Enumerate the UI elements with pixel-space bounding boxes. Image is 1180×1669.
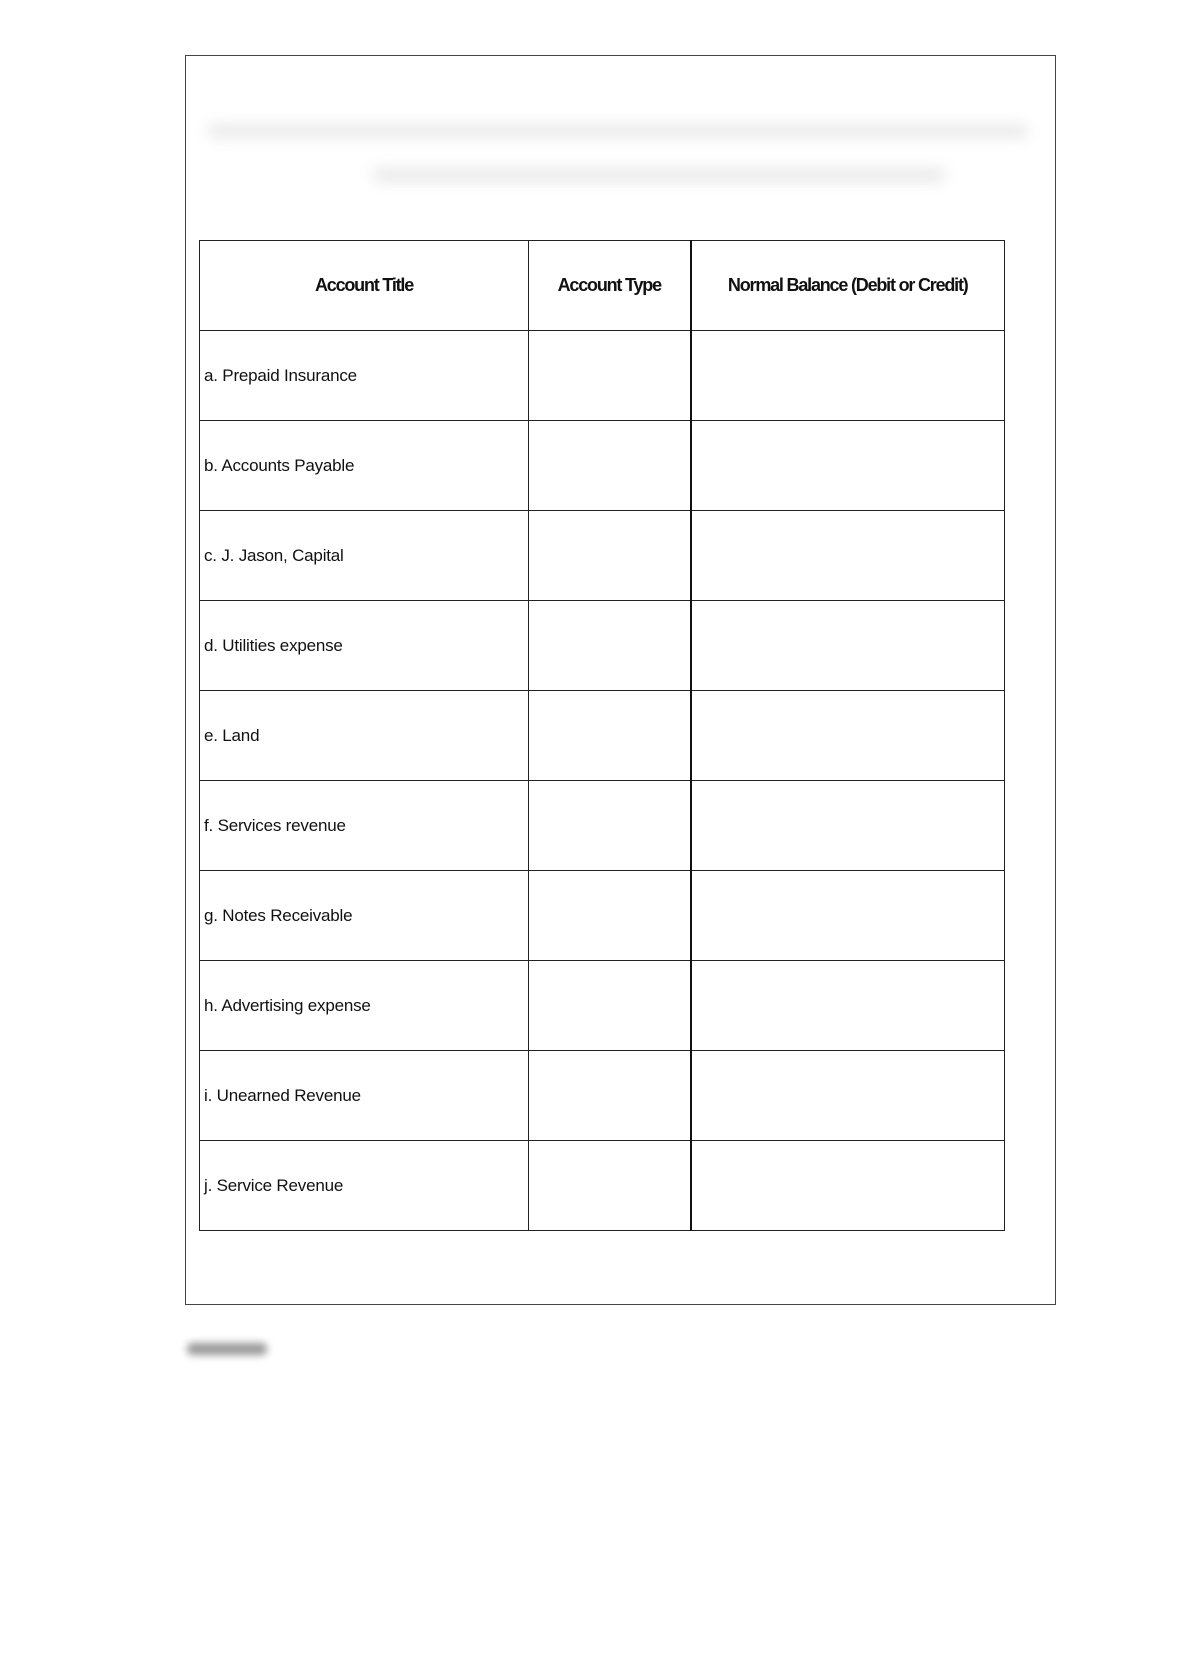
normal-balance-cell[interactable] (691, 331, 1005, 421)
account-title-cell: i. Unearned Revenue (200, 1051, 529, 1141)
account-title-cell: f. Services revenue (200, 781, 529, 871)
account-type-cell[interactable] (529, 421, 691, 511)
account-classification-table (199, 240, 1005, 1231)
normal-balance-cell[interactable] (691, 691, 1005, 781)
account-type-cell[interactable] (529, 1051, 691, 1141)
account-title-cell: b. Accounts Payable (200, 421, 529, 511)
table-row (200, 961, 1005, 1051)
normal-balance-cell[interactable] (691, 421, 1005, 511)
table-header-row (200, 241, 1005, 331)
account-type-cell[interactable] (529, 331, 691, 421)
normal-balance-cell[interactable] (691, 961, 1005, 1051)
account-type-cell[interactable] (529, 601, 691, 691)
table-row (200, 1141, 1005, 1231)
table-row (200, 1051, 1005, 1141)
account-title-cell: j. Service Revenue (200, 1141, 529, 1231)
account-title-cell: h. Advertising expense (200, 961, 529, 1051)
table-row (200, 691, 1005, 781)
account-type-cell[interactable] (529, 691, 691, 781)
table-row (200, 871, 1005, 961)
table-row (200, 781, 1005, 871)
account-type-cell[interactable] (529, 961, 691, 1051)
table-row (200, 511, 1005, 601)
normal-balance-cell[interactable] (691, 601, 1005, 691)
account-type-cell[interactable] (529, 871, 691, 961)
normal-balance-cell[interactable] (691, 871, 1005, 961)
normal-balance-cell[interactable] (691, 1141, 1005, 1231)
table-row (200, 601, 1005, 691)
account-title-cell: d. Utilities expense (200, 601, 529, 691)
normal-balance-cell[interactable] (691, 781, 1005, 871)
table-row (200, 331, 1005, 421)
normal-balance-cell[interactable] (691, 1051, 1005, 1141)
normal-balance-cell[interactable] (691, 511, 1005, 601)
account-type-cell[interactable] (529, 1141, 691, 1231)
account-type-cell[interactable] (529, 781, 691, 871)
header-account-title: Account Title (200, 241, 529, 331)
table-row (200, 421, 1005, 511)
account-title-cell: a. Prepaid Insurance (200, 331, 529, 421)
header-account-type: Account Type (529, 241, 691, 331)
account-type-cell[interactable] (529, 511, 691, 601)
account-title-cell: e. Land (200, 691, 529, 781)
account-title-cell: c. J. Jason, Capital (200, 511, 529, 601)
header-normal-balance: Normal Balance (Debit or Credit) (691, 241, 1005, 331)
document-page (185, 55, 1056, 1305)
account-title-cell: g. Notes Receivable (200, 871, 529, 961)
blurred-footer-text (187, 1343, 267, 1355)
